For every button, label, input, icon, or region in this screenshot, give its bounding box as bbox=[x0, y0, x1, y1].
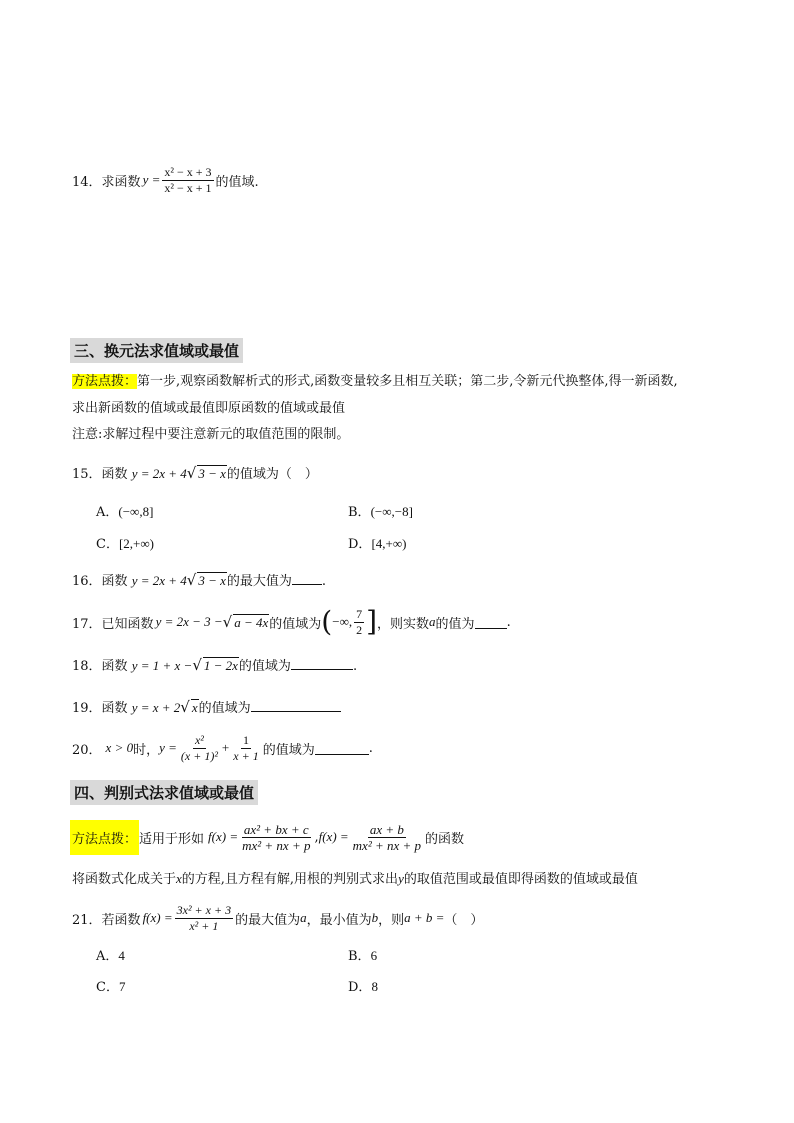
question-text-mid: 的值域为 bbox=[238, 659, 291, 674]
radical-sign: √ bbox=[186, 464, 197, 482]
question-number: 20． bbox=[72, 742, 102, 758]
question-text: 函数 bbox=[101, 701, 128, 716]
question-text-after: ，则实数 bbox=[377, 616, 430, 632]
fraction-numerator: 7 bbox=[356, 606, 363, 621]
answer-blank[interactable] bbox=[291, 657, 353, 670]
answer-blank[interactable] bbox=[292, 572, 322, 585]
fraction-denominator: mx² + nx + p bbox=[242, 837, 311, 853]
fraction bbox=[162, 165, 213, 196]
variable-x: x bbox=[176, 871, 182, 886]
question-17 bbox=[72, 604, 511, 640]
option-label: C． bbox=[96, 537, 119, 552]
question-text-end: 的值为 bbox=[435, 616, 475, 632]
fraction-numerator: 3x² + x + 3 bbox=[176, 902, 232, 917]
option-label: D． bbox=[348, 537, 372, 552]
radical-sign: √ bbox=[186, 571, 197, 589]
math-expr: y = bbox=[159, 740, 177, 755]
fraction bbox=[175, 903, 233, 934]
separator: , bbox=[314, 829, 319, 845]
question-text: 已知函数 bbox=[101, 616, 154, 632]
text: 的方程,且方程有解,用根的判别式求出 bbox=[181, 872, 399, 887]
option-c[interactable] bbox=[96, 533, 154, 552]
note-line: 注意:求解过程中要注意新元的取值范围的限制。 bbox=[72, 427, 350, 442]
question-text-mid: ，最小值为 bbox=[306, 912, 372, 928]
method-line-1 bbox=[70, 814, 464, 860]
question-text-end: 的值域. bbox=[215, 174, 259, 190]
option-b[interactable] bbox=[348, 945, 377, 964]
option-a[interactable] bbox=[96, 945, 125, 964]
method-label: 方法点拨： bbox=[72, 374, 138, 389]
question-number: 17． bbox=[72, 616, 102, 632]
option-value: [4,+∞) bbox=[371, 536, 407, 551]
variable-a: a bbox=[429, 614, 436, 629]
question-end: . bbox=[368, 740, 373, 756]
open-paren: ( bbox=[321, 605, 333, 638]
method-line-2 bbox=[72, 868, 638, 887]
variable-b: b bbox=[371, 910, 379, 925]
question-number: 21． bbox=[72, 912, 102, 928]
radicand: 3 − x bbox=[198, 573, 226, 588]
question-text: 函数 bbox=[101, 574, 128, 589]
option-value: 6 bbox=[370, 948, 378, 963]
fraction-numerator: x² − x + 3 bbox=[164, 164, 212, 179]
question-15 bbox=[72, 463, 318, 482]
option-label: A． bbox=[96, 949, 119, 964]
fraction-2 bbox=[231, 733, 260, 764]
option-label: B． bbox=[348, 949, 371, 964]
option-value: (−∞,8] bbox=[118, 504, 154, 519]
method-line-2: 求出新函数的值域或最值即原函数的值域或最值 bbox=[72, 401, 346, 416]
fraction-numerator: ax² + bx + c bbox=[243, 821, 309, 837]
question-text-mid: 的值域为 bbox=[262, 742, 315, 758]
question-number: 18． bbox=[72, 659, 102, 674]
radicand: 3 − x bbox=[198, 466, 226, 481]
question-21 bbox=[72, 898, 483, 938]
option-label: C． bbox=[96, 980, 119, 995]
math-expr: y = 2x − 3 − bbox=[155, 614, 223, 629]
fraction-denominator: mx² + nx + p bbox=[352, 837, 422, 853]
question-text: 求函数 bbox=[101, 174, 141, 190]
variable-a: a bbox=[300, 910, 307, 925]
option-value: 4 bbox=[118, 948, 125, 963]
question-end: . bbox=[352, 659, 358, 674]
question-number: 14． bbox=[72, 174, 102, 190]
radical-sign: √ bbox=[192, 656, 202, 674]
section-heading-4: 四、判别式法求值域或最值 bbox=[70, 780, 258, 805]
question-14 bbox=[72, 164, 259, 196]
question-16 bbox=[72, 570, 326, 589]
question-text-end: 的值域为（ ） bbox=[226, 467, 318, 482]
question-end: . bbox=[506, 614, 511, 630]
fraction-2 bbox=[351, 822, 423, 853]
option-c[interactable] bbox=[96, 976, 125, 995]
text: 的取值范围或最值即得函数的值域或最值 bbox=[403, 872, 638, 887]
text: 将函数式化成关于 bbox=[72, 872, 177, 887]
option-b[interactable] bbox=[348, 501, 413, 520]
radical-sign: √ bbox=[180, 698, 190, 716]
function-lhs: f(x) = bbox=[142, 910, 173, 925]
fraction-denominator: (x + 1)² bbox=[180, 748, 218, 763]
option-label: B． bbox=[348, 505, 371, 520]
radicand: x bbox=[191, 700, 198, 715]
option-d[interactable] bbox=[348, 976, 378, 995]
answer-blank[interactable] bbox=[475, 616, 507, 629]
option-value: (−∞,−8] bbox=[370, 504, 413, 519]
question-text-mid: 的值域为 bbox=[198, 701, 251, 716]
variable-y: y bbox=[398, 871, 404, 886]
option-value: [2,+∞) bbox=[118, 536, 154, 551]
fraction-numerator: ax + b bbox=[369, 821, 404, 837]
interval-left: −∞, bbox=[332, 614, 353, 629]
math-expr: y = x + 2 bbox=[131, 700, 181, 715]
question-text: 若函数 bbox=[101, 912, 141, 928]
option-d[interactable] bbox=[348, 533, 406, 552]
answer-paren: （ ） bbox=[444, 912, 484, 928]
question-number: 15． bbox=[72, 467, 102, 482]
sum-expr: a + b = bbox=[404, 910, 445, 925]
answer-blank[interactable] bbox=[315, 742, 369, 755]
math-expr: y = 2x + 4 bbox=[131, 466, 187, 481]
option-value: 7 bbox=[118, 979, 126, 994]
math-expr: y = 1 + x − bbox=[131, 658, 193, 673]
fraction bbox=[354, 607, 364, 638]
answer-blank[interactable] bbox=[251, 699, 341, 712]
fraction-denominator: x² + 1 bbox=[189, 918, 219, 933]
question-18 bbox=[72, 655, 357, 674]
method-text: 第一步,观察函数解析式的形式,函数变量较多且相互关联；第二步,令新元代换整体,得一新函数, bbox=[137, 374, 678, 389]
radical-sign: √ bbox=[222, 613, 233, 631]
option-a[interactable] bbox=[96, 501, 153, 520]
question-20 bbox=[72, 728, 373, 768]
question-number: 19． bbox=[72, 701, 102, 716]
plus-sign: + bbox=[221, 740, 230, 755]
method-label: 方法点拨： bbox=[70, 820, 139, 855]
question-text-mid: 的值域为 bbox=[269, 616, 322, 632]
fraction-1 bbox=[240, 822, 312, 853]
radicand: a − 4x bbox=[234, 614, 269, 630]
question-text: 函数 bbox=[101, 659, 128, 674]
question-text-mid: 的最大值为 bbox=[226, 574, 292, 589]
fraction-denominator: 2 bbox=[356, 622, 363, 637]
close-bracket: ] bbox=[366, 605, 378, 638]
question-end: . bbox=[321, 574, 327, 589]
method-line-1 bbox=[72, 370, 678, 389]
fraction-1 bbox=[179, 733, 220, 764]
function-lhs: f(x) = bbox=[318, 829, 349, 844]
condition: x > 0 bbox=[105, 740, 134, 755]
fraction-denominator: x + 1 bbox=[233, 748, 259, 763]
function-lhs: f(x) = bbox=[208, 829, 239, 844]
fraction-numerator: x² bbox=[194, 732, 204, 747]
condition-suffix: 时， bbox=[133, 742, 160, 758]
question-text-mid: 的最大值为 bbox=[235, 912, 301, 928]
section-heading-3: 三、换元法求值域或最值 bbox=[70, 338, 243, 363]
math-expr: y = bbox=[142, 172, 161, 187]
option-label: D． bbox=[348, 980, 372, 995]
option-value: 8 bbox=[371, 979, 378, 994]
method-end: 的函数 bbox=[425, 831, 465, 847]
fraction-numerator: 1 bbox=[242, 732, 249, 747]
question-19 bbox=[72, 697, 341, 716]
method-text: 适用于形如 bbox=[139, 831, 205, 847]
fraction-denominator: x² − x + 1 bbox=[164, 180, 212, 195]
question-text: 函数 bbox=[101, 467, 128, 482]
question-number: 16． bbox=[72, 574, 102, 589]
option-label: A． bbox=[96, 505, 119, 520]
math-expr: y = 2x + 4 bbox=[131, 573, 187, 588]
question-text-mid: ，则 bbox=[378, 912, 405, 928]
radicand: 1 − 2x bbox=[203, 658, 238, 673]
